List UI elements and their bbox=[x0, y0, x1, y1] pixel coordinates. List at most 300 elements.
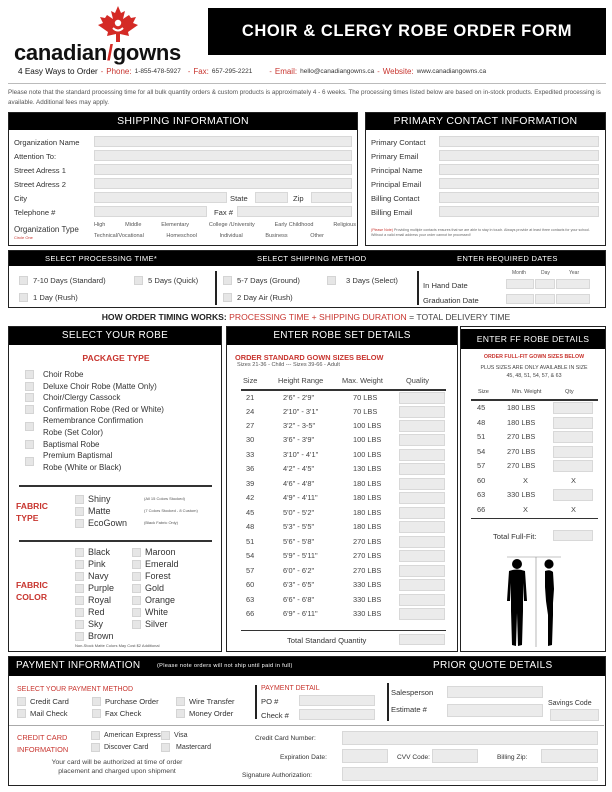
street1-label: Street Adress 1 bbox=[14, 166, 66, 175]
height-cell: 6'9" - 6'11" bbox=[283, 609, 318, 618]
robe-set-title: ENTER ROBE SET DETAILS bbox=[227, 327, 457, 345]
size-cell: 60 bbox=[246, 580, 255, 589]
size-cell: 39 bbox=[246, 479, 255, 488]
checkbox[interactable] bbox=[75, 507, 84, 516]
day-header: Day bbox=[541, 270, 550, 276]
color-white-option[interactable]: White bbox=[132, 606, 179, 618]
table-rule bbox=[241, 630, 446, 631]
quantity-input[interactable] bbox=[553, 431, 593, 443]
weight-cell: 180 LBS bbox=[507, 403, 536, 412]
sizes-note: Sizes 21-36 - Child --- Sizes 39-66 - Adult bbox=[237, 362, 340, 368]
color-sky-option[interactable]: Sky bbox=[75, 618, 114, 630]
checkbox[interactable] bbox=[223, 293, 232, 302]
checkbox[interactable] bbox=[25, 457, 34, 466]
height-cell: 6'6" - 6'8" bbox=[283, 595, 315, 604]
contact-intro: 4 Easy Ways to Order bbox=[18, 67, 98, 76]
size-cell: 24 bbox=[246, 407, 255, 416]
checkbox[interactable] bbox=[25, 382, 34, 391]
table-row bbox=[227, 419, 457, 434]
salesperson-label: Salesperson bbox=[391, 688, 434, 697]
org-type-option[interactable]: Individual bbox=[219, 233, 243, 239]
payment-detail-title: PAYMENT DETAIL bbox=[261, 685, 320, 692]
size-cell: 45 bbox=[477, 403, 486, 412]
table-row bbox=[227, 477, 457, 492]
weight-cell: X bbox=[523, 475, 528, 485]
package-confirmation-robe[interactable]: Confirmation Robe (Red or White) bbox=[25, 404, 220, 416]
circle-one-hint: Circle One bbox=[14, 235, 33, 240]
checkbox[interactable] bbox=[25, 370, 34, 379]
logo-text-canadian: canadian bbox=[14, 40, 107, 65]
pay-credit-card-option[interactable]: Credit Card bbox=[17, 697, 69, 706]
po-input[interactable] bbox=[299, 695, 375, 706]
quantity-input[interactable] bbox=[553, 402, 593, 414]
primary-contact-section bbox=[365, 112, 606, 246]
package-choir-robe[interactable]: Choir Robe bbox=[25, 369, 220, 381]
org-type-option[interactable]: Technical/Vocational bbox=[94, 233, 144, 239]
quantity-input[interactable] bbox=[399, 492, 445, 504]
size-cell: 27 bbox=[246, 421, 255, 430]
fabric-shiny-option[interactable]: Shiny (All 15 Colors Stocked) bbox=[75, 493, 198, 505]
color-silver-option[interactable]: Silver bbox=[132, 618, 179, 630]
org-type-option[interactable]: Early Childhood bbox=[274, 222, 314, 228]
weight-cell: 100 LBS bbox=[353, 421, 382, 430]
size-cell: 30 bbox=[246, 435, 255, 444]
street2-input[interactable] bbox=[94, 178, 352, 189]
table-row bbox=[461, 416, 612, 431]
table-row bbox=[461, 459, 612, 474]
card-amex-option[interactable]: American Express bbox=[91, 731, 161, 740]
color-black-option[interactable]: Black bbox=[75, 546, 114, 558]
principal-email-input[interactable] bbox=[439, 178, 599, 189]
expiration-input[interactable] bbox=[342, 749, 388, 763]
weight-cell: 180 LBS bbox=[353, 479, 382, 488]
billing-zip-input[interactable] bbox=[541, 749, 598, 763]
weight-cell: 270 LBS bbox=[507, 432, 536, 441]
org-type-option[interactable]: Elementary bbox=[161, 222, 190, 228]
table-row bbox=[227, 462, 457, 477]
pay-money-order-option[interactable]: Money Order bbox=[176, 709, 233, 718]
order-timing-explainer: HOW ORDER TIMING WORKS: PROCESSING TIME + SHIPPING DURATION = TOTAL DELIVERY TIME bbox=[101, 312, 511, 322]
table-row bbox=[227, 405, 457, 420]
weight-cell: 70 LBS bbox=[353, 393, 378, 402]
checkbox[interactable] bbox=[25, 405, 34, 414]
org-name-label: Organization Name bbox=[14, 138, 80, 147]
table-row bbox=[461, 430, 612, 445]
size-cell: 45 bbox=[246, 508, 255, 517]
height-cell: 5'3" - 5'5" bbox=[283, 522, 315, 531]
color-maroon-option[interactable]: Maroon bbox=[132, 546, 179, 558]
zip-label: Zip bbox=[293, 194, 304, 203]
expiration-label: Expiration Date: bbox=[280, 754, 327, 761]
weight-cell: 330 LBS bbox=[353, 609, 382, 618]
color-purple-option[interactable]: Purple bbox=[75, 582, 114, 594]
color-brown-option[interactable]: Brown bbox=[75, 630, 114, 642]
weight-cell: 180 LBS bbox=[353, 493, 382, 502]
org-type-option[interactable]: Homeschool bbox=[166, 233, 197, 239]
quantity-input[interactable] bbox=[399, 521, 445, 533]
principal-name-input[interactable] bbox=[439, 164, 599, 175]
color-forest-option[interactable]: Forest bbox=[132, 570, 179, 582]
po-label: PO # bbox=[261, 697, 279, 706]
graduation-date-label: Graduation Date bbox=[423, 296, 479, 305]
card-number-label: Credit Card Number: bbox=[255, 735, 316, 742]
table-row bbox=[227, 564, 457, 579]
weight-cell: 130 LBS bbox=[353, 464, 382, 473]
billing-email-input[interactable] bbox=[439, 206, 599, 217]
size-cell: 48 bbox=[477, 417, 486, 427]
in-hand-month-input[interactable] bbox=[506, 279, 534, 289]
email-label: Email: bbox=[274, 67, 298, 76]
weight-cell: 270 LBS bbox=[353, 566, 382, 575]
payment-rule bbox=[9, 725, 604, 726]
weight-cell: X bbox=[523, 504, 528, 514]
payment-method-title: SELECT YOUR PAYMENT METHOD bbox=[17, 686, 134, 693]
color-emerald-option[interactable]: Emerald bbox=[132, 558, 179, 570]
required-dates-title: ENTER REQUIRED DATES bbox=[457, 254, 558, 263]
total-standard-input[interactable] bbox=[399, 634, 445, 645]
prior-quote-title: PRIOR QUOTE DETAILS bbox=[433, 660, 553, 671]
quantity-input[interactable] bbox=[399, 579, 445, 591]
processing-notice: Please note that the standard processing time for all bulk quantity orders & custom products is approximately 4 - 6 weeks. The processing times listed below are based on in-stock products. Expedited processing is available. Additional fees may apply. bbox=[8, 89, 601, 106]
weight-cell: 270 LBS bbox=[353, 537, 382, 546]
size-cell: 33 bbox=[246, 450, 255, 459]
height-cell: 5'6" - 5'8" bbox=[283, 537, 315, 546]
size-cell: 36 bbox=[246, 464, 255, 473]
savings-code-label: Savings Code bbox=[548, 700, 592, 707]
fax-input[interactable] bbox=[237, 206, 352, 217]
checkbox[interactable] bbox=[75, 519, 84, 528]
package-deluxe-choir-robe[interactable]: Deluxe Choir Robe (Matte Only) bbox=[25, 381, 220, 393]
checkbox[interactable] bbox=[25, 393, 34, 402]
color-navy-option[interactable]: Navy bbox=[75, 570, 114, 582]
maple-leaf-icon bbox=[96, 6, 140, 42]
color-royal-option[interactable]: Royal bbox=[75, 594, 114, 606]
billing-contact-label: Billing Contact bbox=[371, 194, 420, 203]
fax-field-label: Fax # bbox=[214, 208, 233, 217]
state-input[interactable] bbox=[255, 192, 288, 203]
height-cell: 4'6" - 4'8" bbox=[283, 479, 315, 488]
package-remembrance-confirmation[interactable]: Remembrance Confirmation Robe (Set Color) bbox=[25, 415, 220, 438]
payment-title-note: (Please note orders will not ship until paid in full) bbox=[157, 663, 293, 669]
table-row bbox=[461, 488, 612, 503]
weight-cell: 180 LBS bbox=[507, 417, 536, 427]
processing-rush-option[interactable]: 1 Day (Rush) bbox=[19, 293, 78, 302]
form-title: CHOIR & CLERGY ROBE ORDER FORM bbox=[241, 22, 573, 40]
pay-fax-check-option[interactable]: Fax Check bbox=[92, 709, 141, 718]
org-type-option[interactable]: High bbox=[94, 222, 106, 228]
table-rule bbox=[471, 518, 598, 519]
card-mastercard-option[interactable]: Mastercard bbox=[161, 743, 211, 752]
estimate-input[interactable] bbox=[447, 704, 543, 717]
principal-name-label: Principal Name bbox=[371, 166, 423, 175]
qty-unavailable: X bbox=[571, 475, 576, 485]
table-row bbox=[227, 578, 457, 593]
checkbox[interactable] bbox=[327, 276, 336, 285]
size-cell: 63 bbox=[477, 490, 486, 499]
color-red-option[interactable]: Red bbox=[75, 606, 114, 618]
primary-email-label: Primary Email bbox=[371, 152, 419, 161]
quantity-input[interactable] bbox=[553, 417, 593, 429]
payment-divider bbox=[255, 685, 257, 719]
total-standard-label: Total Standard Quantity bbox=[287, 636, 367, 645]
street2-label: Street Adress 2 bbox=[14, 180, 66, 189]
size-cell: 48 bbox=[246, 522, 255, 531]
checkbox[interactable] bbox=[19, 276, 28, 285]
robe-divider bbox=[19, 485, 212, 487]
checkbox[interactable] bbox=[25, 422, 34, 431]
table-row bbox=[227, 535, 457, 550]
salesperson-input[interactable] bbox=[447, 686, 543, 698]
in-hand-day-input[interactable] bbox=[535, 279, 555, 289]
signature-label: Signature Authorization: bbox=[242, 772, 313, 779]
quantity-input[interactable] bbox=[399, 594, 445, 606]
primary-contact-title: PRIMARY CONTACT INFORMATION bbox=[366, 113, 605, 130]
ff-robe-section bbox=[460, 326, 606, 652]
total-full-fit-input[interactable] bbox=[553, 530, 593, 541]
card-visa-option[interactable]: Visa bbox=[161, 731, 188, 740]
quantity-input[interactable] bbox=[399, 406, 445, 418]
size-table-header: Size Height Range Max. Weight Quality bbox=[243, 376, 430, 385]
fax-label: Fax: bbox=[193, 67, 209, 76]
standard-sizes-title: ORDER STANDARD GOWN SIZES BELOW bbox=[235, 353, 384, 362]
shipping-info-section bbox=[8, 112, 358, 246]
org-type-label: Organization Type bbox=[14, 225, 79, 234]
height-cell: 6'3" - 6'5" bbox=[283, 580, 315, 589]
credit-card-title: CREDIT CARD INFORMATION bbox=[17, 733, 69, 754]
checkbox[interactable] bbox=[75, 495, 84, 504]
payment-title: PAYMENT INFORMATION bbox=[16, 660, 141, 671]
size-cell: 66 bbox=[246, 609, 255, 618]
fabric-type-list bbox=[75, 493, 198, 529]
height-cell: 5'9" - 5'11" bbox=[283, 551, 318, 560]
in-hand-date-label: In Hand Date bbox=[423, 281, 468, 290]
fax-number: 657-295-2221 bbox=[211, 68, 253, 75]
checkbox[interactable] bbox=[19, 293, 28, 302]
weight-cell: 270 LBS bbox=[507, 461, 536, 470]
org-types-row1 bbox=[94, 222, 356, 228]
fabric-type-title: FABRIC TYPE bbox=[16, 501, 48, 523]
quantity-input[interactable] bbox=[399, 478, 445, 490]
package-premium-baptismal[interactable]: Premium Baptismal Robe (White or Black) bbox=[25, 450, 220, 473]
height-cell: 3'6" - 3'9" bbox=[283, 435, 315, 444]
robe-divider bbox=[19, 540, 212, 542]
billing-contact-input[interactable] bbox=[439, 192, 599, 203]
weight-cell: 330 LBS bbox=[507, 490, 536, 499]
ff-sizes-note: PLUS SIZES ARE ONLY AVAILABLE IN SIZE 45, 48, 51, 54, 57, & 63 bbox=[480, 365, 588, 379]
state-label: State bbox=[230, 194, 248, 203]
processing-time-title: SELECT PROCESSING TIME* bbox=[45, 254, 158, 263]
height-cell: 3'10" - 4'1" bbox=[283, 450, 319, 459]
processing-quick-option[interactable]: 5 Days (Quick) bbox=[134, 276, 198, 285]
primary-contact-input[interactable] bbox=[439, 136, 599, 147]
month-header: Month bbox=[512, 270, 526, 276]
principal-email-label: Principal Email bbox=[371, 180, 422, 189]
fabric-matte-option[interactable]: Matte (7 Colors Stocked - 8 Custom) bbox=[75, 505, 198, 517]
pay-mail-check-option[interactable]: Mail Check bbox=[17, 709, 68, 718]
quantity-input[interactable] bbox=[399, 550, 445, 562]
size-cell: 57 bbox=[246, 566, 255, 575]
size-cell: 57 bbox=[477, 461, 486, 470]
org-type-option[interactable]: Business bbox=[265, 233, 288, 239]
package-choir-clergy-cassock[interactable]: Choir/Clergy Cassock bbox=[25, 392, 220, 404]
quantity-input[interactable] bbox=[399, 392, 445, 404]
card-authorization-note: Your card will be authorized at time of order placement and charged upon shipment bbox=[51, 759, 183, 775]
weight-cell: 100 LBS bbox=[353, 435, 382, 444]
pay-wire-transfer-option[interactable]: Wire Transfer bbox=[176, 697, 235, 706]
table-row bbox=[461, 401, 612, 416]
website-link[interactable]: www.canadiangowns.ca bbox=[416, 68, 487, 75]
city-label: City bbox=[14, 194, 28, 203]
savings-code-input[interactable] bbox=[550, 709, 599, 721]
checkbox[interactable] bbox=[25, 440, 34, 449]
color-cost-note: Non-Stock Matte Colors May Cost $2 Additional bbox=[75, 643, 160, 648]
primary-contact-label: Primary Contact bbox=[371, 138, 426, 147]
signature-input[interactable] bbox=[342, 767, 598, 781]
quantity-input[interactable] bbox=[399, 507, 445, 519]
telephone-label: Telephone # bbox=[14, 208, 56, 217]
quantity-input[interactable] bbox=[399, 434, 445, 446]
weight-cell: 180 LBS bbox=[353, 522, 382, 531]
processing-standard-option[interactable]: 7-10 Days (Standard) bbox=[19, 276, 106, 285]
robe-set-section bbox=[226, 326, 458, 652]
quantity-input[interactable] bbox=[399, 565, 445, 577]
table-row bbox=[227, 391, 457, 406]
in-hand-year-input[interactable] bbox=[556, 279, 590, 289]
form-title-banner bbox=[208, 8, 606, 55]
select-robe-section bbox=[8, 326, 222, 652]
table-row bbox=[227, 593, 457, 608]
timing-divider bbox=[215, 271, 217, 305]
contact-note: (Please Note) Providing multiple contacts ensures that we are able to stay in touch. Always provide at least three contacts for your school. Without a valid email address your order cannot be processed! bbox=[371, 228, 590, 237]
header-divider bbox=[8, 83, 606, 84]
shipping-select-option[interactable]: 3 Days (Select) bbox=[327, 276, 398, 285]
org-type-option[interactable]: Other bbox=[310, 233, 324, 239]
table-row bbox=[227, 520, 457, 535]
primary-email-input[interactable] bbox=[439, 150, 599, 161]
height-cell: 5'0" - 5'2" bbox=[283, 508, 315, 517]
fabric-color-list-2 bbox=[132, 546, 179, 630]
shipping-air-option[interactable]: 2 Day Air (Rush) bbox=[223, 293, 293, 302]
quantity-input[interactable] bbox=[553, 460, 593, 472]
table-row bbox=[227, 491, 457, 506]
attention-label: Attention To: bbox=[14, 152, 57, 161]
fabric-color-title: FABRIC COLOR bbox=[16, 580, 48, 602]
height-cell: 4'2" - 4'5" bbox=[283, 464, 315, 473]
org-type-option[interactable]: College /University bbox=[208, 222, 255, 228]
weight-cell: 70 LBS bbox=[353, 407, 378, 416]
pay-purchase-order-option[interactable]: Purchase Order bbox=[92, 697, 159, 706]
zip-input[interactable] bbox=[311, 192, 352, 203]
org-type-option[interactable]: Religious bbox=[333, 222, 356, 228]
email-link[interactable]: hello@canadiangowns.ca bbox=[300, 68, 375, 75]
table-row bbox=[461, 445, 612, 460]
height-chart-silhouette-icon bbox=[495, 555, 575, 651]
org-types-row2 bbox=[94, 233, 324, 239]
quantity-input[interactable] bbox=[399, 449, 445, 461]
phone-number[interactable]: 1-855-478-5927 bbox=[134, 68, 181, 75]
color-orange-option[interactable]: Orange bbox=[132, 594, 179, 606]
table-row bbox=[227, 433, 457, 448]
checkbox[interactable] bbox=[134, 276, 143, 285]
graduation-year-input[interactable] bbox=[556, 294, 590, 304]
check-label: Check # bbox=[261, 711, 289, 720]
size-cell: 51 bbox=[477, 432, 486, 441]
table-row bbox=[227, 506, 457, 521]
weight-cell: 330 LBS bbox=[353, 580, 382, 589]
quantity-input[interactable] bbox=[553, 489, 593, 501]
package-baptismal-robe[interactable]: Baptismal Robe bbox=[25, 439, 220, 451]
quantity-input[interactable] bbox=[553, 446, 593, 458]
height-cell: 2'10" - 3'1" bbox=[283, 407, 319, 416]
weight-cell: 270 LBS bbox=[507, 446, 536, 456]
city-input[interactable] bbox=[94, 192, 227, 203]
logo bbox=[14, 6, 204, 65]
table-row bbox=[461, 474, 612, 489]
attention-input[interactable] bbox=[94, 150, 352, 161]
payment-header bbox=[9, 657, 605, 676]
size-cell: 42 bbox=[246, 493, 255, 502]
estimate-label: Estimate # bbox=[391, 705, 427, 714]
quantity-input[interactable] bbox=[399, 463, 445, 475]
year-header: Year bbox=[569, 270, 580, 276]
logo-text-gowns: gowns bbox=[112, 40, 181, 65]
color-gold-option[interactable]: Gold bbox=[132, 582, 179, 594]
quantity-input[interactable] bbox=[399, 608, 445, 620]
weight-cell: 330 LBS bbox=[353, 595, 382, 604]
quantity-input[interactable] bbox=[399, 536, 445, 548]
size-cell: 63 bbox=[246, 595, 255, 604]
size-cell: 54 bbox=[477, 446, 486, 456]
height-cell: 4'9" - 4'11" bbox=[283, 493, 318, 502]
contact-line: 4 Easy Ways to Order - Phone: 1-855-478-5927 - Fax: 657-295-2221 - Email: hello@canadiangowns.ca - Website: www.canadiangowns.ca bbox=[18, 67, 487, 76]
shipping-ground-option[interactable]: 5-7 Days (Ground) bbox=[223, 276, 300, 285]
street1-input[interactable] bbox=[94, 164, 352, 175]
graduation-day-input[interactable] bbox=[535, 294, 555, 304]
fabric-ecogown-option[interactable]: EcoGown (Black Fabric Only) bbox=[75, 517, 198, 529]
telephone-input[interactable] bbox=[94, 206, 207, 217]
graduation-month-input[interactable] bbox=[506, 294, 534, 304]
weight-cell: 180 LBS bbox=[353, 508, 382, 517]
cvv-input[interactable] bbox=[432, 749, 478, 763]
table-row bbox=[227, 549, 457, 564]
logo-slash: / bbox=[106, 40, 113, 65]
package-list bbox=[25, 369, 220, 473]
org-name-input[interactable] bbox=[94, 136, 352, 147]
table-row bbox=[461, 503, 612, 518]
shipping-info-title: SHIPPING INFORMATION bbox=[9, 113, 357, 130]
timing-section bbox=[8, 250, 606, 308]
phone-label: Phone: bbox=[106, 67, 132, 76]
ff-robe-title: ENTER FF ROBE DETAILS bbox=[461, 329, 605, 349]
weight-cell: 100 LBS bbox=[353, 450, 382, 459]
color-pink-option[interactable]: Pink bbox=[75, 558, 114, 570]
weight-cell: 270 LBS bbox=[353, 551, 382, 560]
cvv-label: CVV Code: bbox=[397, 754, 430, 761]
quantity-input[interactable] bbox=[399, 420, 445, 432]
ff-sizes-title: ORDER FULL-FIT GOWN SIZES BELOW bbox=[483, 354, 585, 360]
checkbox[interactable] bbox=[223, 276, 232, 285]
height-cell: 3'2" - 3-5" bbox=[283, 421, 316, 430]
website-label: Website: bbox=[382, 67, 414, 76]
select-robe-title: SELECT YOUR ROBE bbox=[9, 327, 221, 345]
card-number-input[interactable] bbox=[342, 731, 598, 745]
check-input[interactable] bbox=[299, 709, 375, 720]
payment-section bbox=[8, 656, 606, 786]
org-type-option[interactable]: Middle bbox=[125, 222, 142, 228]
billing-email-label: Billing Email bbox=[371, 208, 413, 217]
card-discover-option[interactable]: Discover Card bbox=[91, 743, 148, 752]
height-cell: 6'0" - 6'2" bbox=[283, 566, 315, 575]
